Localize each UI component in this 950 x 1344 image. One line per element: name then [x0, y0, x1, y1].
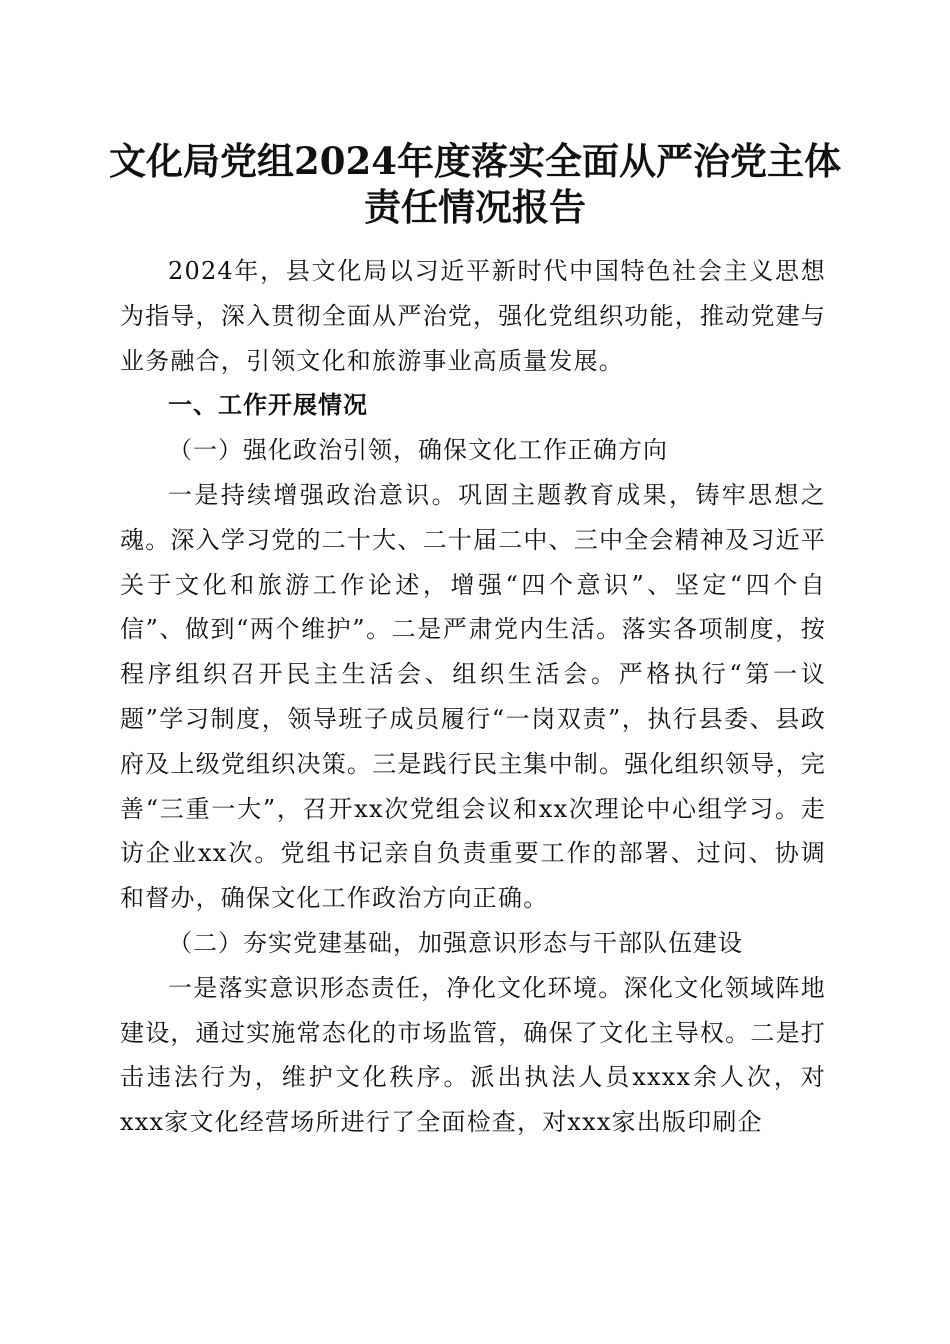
document-title-line-1: 文化局党组2024年度落实全面从严治党主体	[109, 139, 841, 183]
document-title-line-2: 责任情况报告	[364, 185, 586, 229]
subsection-1-body: 巩固主题教育成果，铸牢思想之魂。深入学习党的二十大、二十届二中、三中全会精神及习近平关于文化和旅游工作论述，增强“四个意识”、坚定“四个自信”、做到“两个维护”。二是严肃党内生活。落实各项制度，按程序组织召开民主生活会、组织生活会。严格执行“第一议题”学习制度，领导班子成员履行“一岗双责”，执行县委、县政府及上级党组织决策。三是践行民主集中制。强化组织领导，完善“三重一大”，召开xx次党组会议和xx次理论中心组学习。走访企业xx次。党组书记亲自负责重要工作的部署、过问、协调和督办，确保文化工作政治方向正确。	[120, 480, 826, 913]
subsection-1-lead: 一是持续增强政治意识。	[168, 480, 459, 509]
section-heading-1: 一、工作开展情况	[168, 391, 368, 420]
subsection-2-lead: 一是落实意识形态责任，净化文化环境。	[168, 973, 624, 1002]
subsection-heading-1: （一）强化政治引领，确保文化工作正确方向	[168, 436, 668, 465]
intro-paragraph: 2024年，县文化局以习近平新时代中国特色社会主义思想为指导，深入贯彻全面从严治党，强化党组织功能，推动党建与业务融合，引领文化和旅游事业高质量发展。	[120, 257, 826, 375]
subsection-2-body: 深化文化领域阵地建设，通过实施常态化的市场监管，确保了文化主导权。二是打击违法行为，维护文化秩序。派出执法人员xxxx余人次，对xxx家文化经营场所进行了全面检查，对xxx家出版印刷企	[120, 973, 826, 1137]
subsection-1-paragraph	[120, 473, 826, 921]
subsection-heading-2: （二）夯实党建基础，加强意识形态与干部队伍建设	[168, 928, 743, 957]
subsection-2-paragraph	[120, 966, 826, 1145]
document-body	[120, 249, 826, 1145]
